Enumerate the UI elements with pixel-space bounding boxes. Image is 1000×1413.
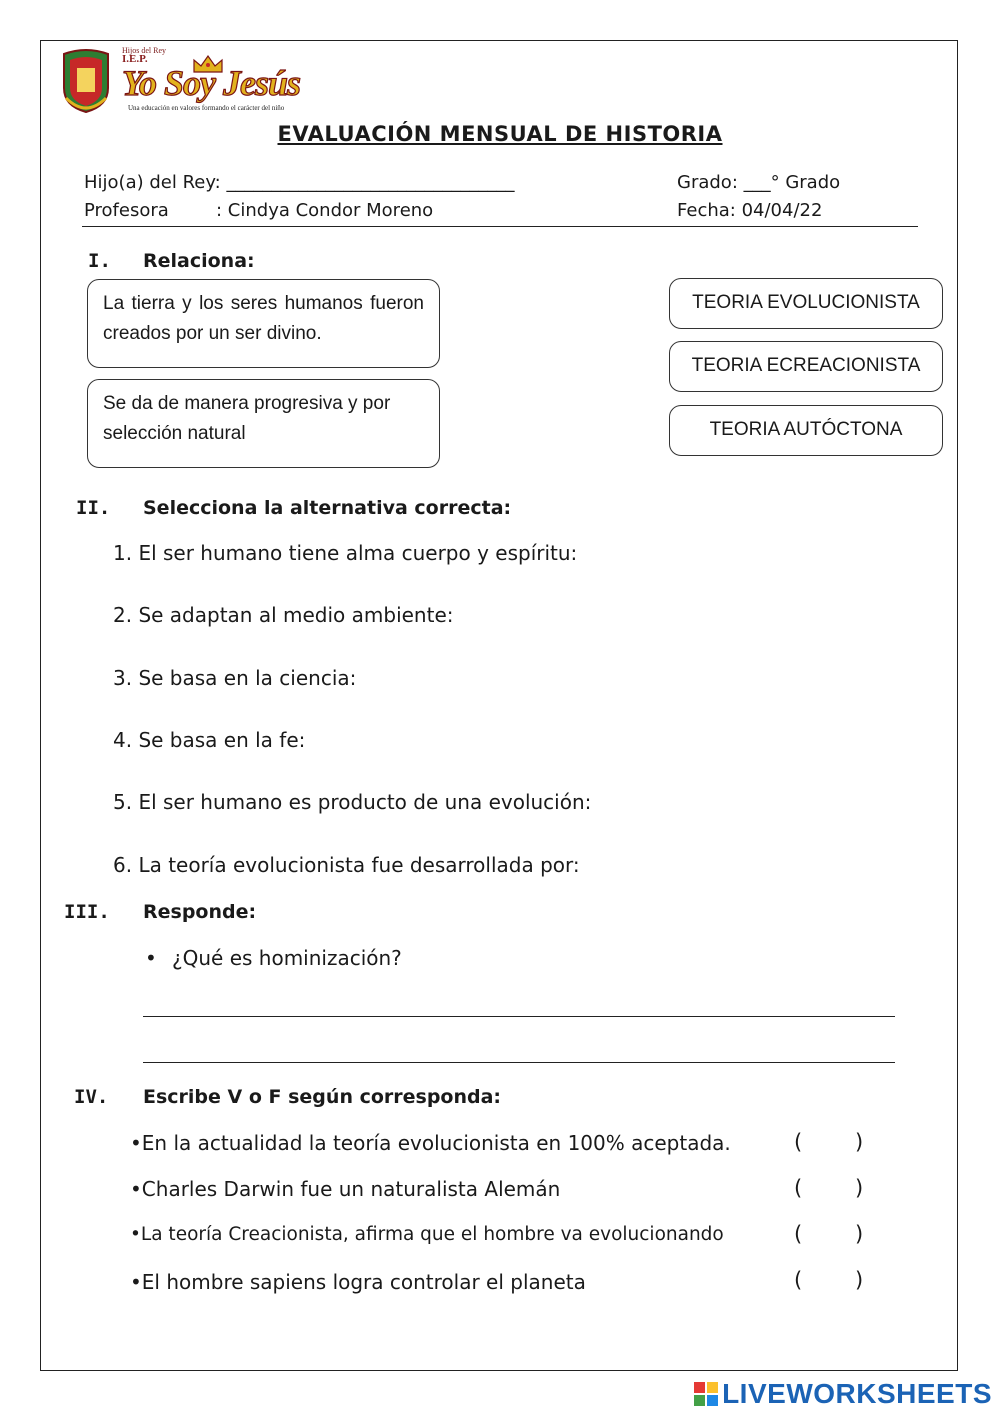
brand-text: LIVEWORKSHEETS: [722, 1378, 992, 1409]
question-2: 2. Se adaptan al medio ambiente:: [113, 603, 454, 627]
page-title: EVALUACIÓN MENSUAL DE HISTORIA: [277, 122, 723, 146]
vf-answer-close-4[interactable]: ): [855, 1268, 864, 1292]
relate-right-item-1[interactable]: TEORIA EVOLUCIONISTA: [669, 278, 943, 329]
teacher-label: Profesora: [84, 200, 169, 221]
teacher-name: : Cindya Condor Moreno: [216, 200, 434, 221]
question-5: 5. El ser humano es producto de una evolución:: [113, 790, 592, 814]
question-1: 1. El ser humano tiene alma cuerpo y espíritu:: [113, 541, 578, 565]
vf-statement-3: •La teoría Creacionista, afirma que el hombre va evolucionando: [130, 1224, 724, 1245]
section-1-title: Relaciona:: [143, 250, 255, 272]
relate-right-item-2[interactable]: TEORIA ECREACIONISTA: [669, 341, 943, 392]
open-question: ¿Qué es hominización?: [172, 946, 402, 970]
section-2-number: II.: [76, 497, 111, 519]
section-3-title: Responde:: [143, 901, 257, 923]
date-label: Fecha: 04/04/22: [677, 200, 823, 221]
relate-left-item-1[interactable]: La tierra y los seres humanos fueron creados por un ser divino.: [87, 279, 440, 368]
section-4-title: Escribe V o F según corresponda:: [143, 1086, 502, 1108]
vf-statement-1: •En la actualidad la teoría evolucionista en 100% aceptada.: [130, 1131, 731, 1155]
logo-iep: I.E.P.: [122, 53, 148, 65]
logo-tagline: Una educación en valores formando el carácter del niño: [128, 104, 285, 112]
section-4-number: IV.: [74, 1086, 109, 1108]
vf-answer-close-3[interactable]: ): [855, 1222, 864, 1246]
page-frame: [40, 40, 958, 1371]
liveworksheets-brand[interactable]: [694, 1378, 992, 1410]
logo-school-name: Yo Soy Jesús: [122, 63, 301, 103]
section-3-number: III.: [64, 901, 110, 923]
grade-label: Grado: ___° Grado: [677, 172, 841, 193]
header-divider: [82, 226, 918, 227]
vf-answer-open-1[interactable]: (: [794, 1130, 803, 1154]
vf-answer-open-2[interactable]: (: [794, 1176, 803, 1200]
question-3: 3. Se basa en la ciencia:: [113, 666, 357, 690]
relate-right-item-3[interactable]: TEORIA AUTÓCTONA: [669, 405, 943, 456]
student-name-label: Hijo(a) del Rey: ________________________________: [84, 172, 515, 193]
vf-answer-close-1[interactable]: ): [855, 1130, 864, 1154]
logo-small-text: Hijos del Rey: [122, 46, 166, 55]
vf-statement-4: •El hombre sapiens logra controlar el planeta: [130, 1270, 586, 1294]
vf-statement-2: •Charles Darwin fue un naturalista Alemán: [130, 1177, 561, 1201]
liveworksheets-logo-icon: [694, 1382, 718, 1406]
vf-answer-open-3[interactable]: (: [794, 1222, 803, 1246]
question-6: 6. La teoría evolucionista fue desarrollada por:: [113, 853, 580, 877]
section-2-title: Selecciona la alternativa correcta:: [143, 497, 512, 519]
vf-answer-close-2[interactable]: ): [855, 1176, 864, 1200]
school-crest-icon: [60, 48, 112, 114]
section-1-number: I.: [88, 250, 111, 272]
answer-line-1[interactable]: [143, 1016, 895, 1017]
question-4: 4. Se basa en la fe:: [113, 728, 306, 752]
open-question-bullet: •: [145, 946, 157, 970]
relate-left-item-2[interactable]: Se da de manera progresiva y por selección natural: [87, 379, 440, 468]
vf-answer-open-4[interactable]: (: [794, 1268, 803, 1292]
answer-line-2[interactable]: [143, 1062, 895, 1063]
